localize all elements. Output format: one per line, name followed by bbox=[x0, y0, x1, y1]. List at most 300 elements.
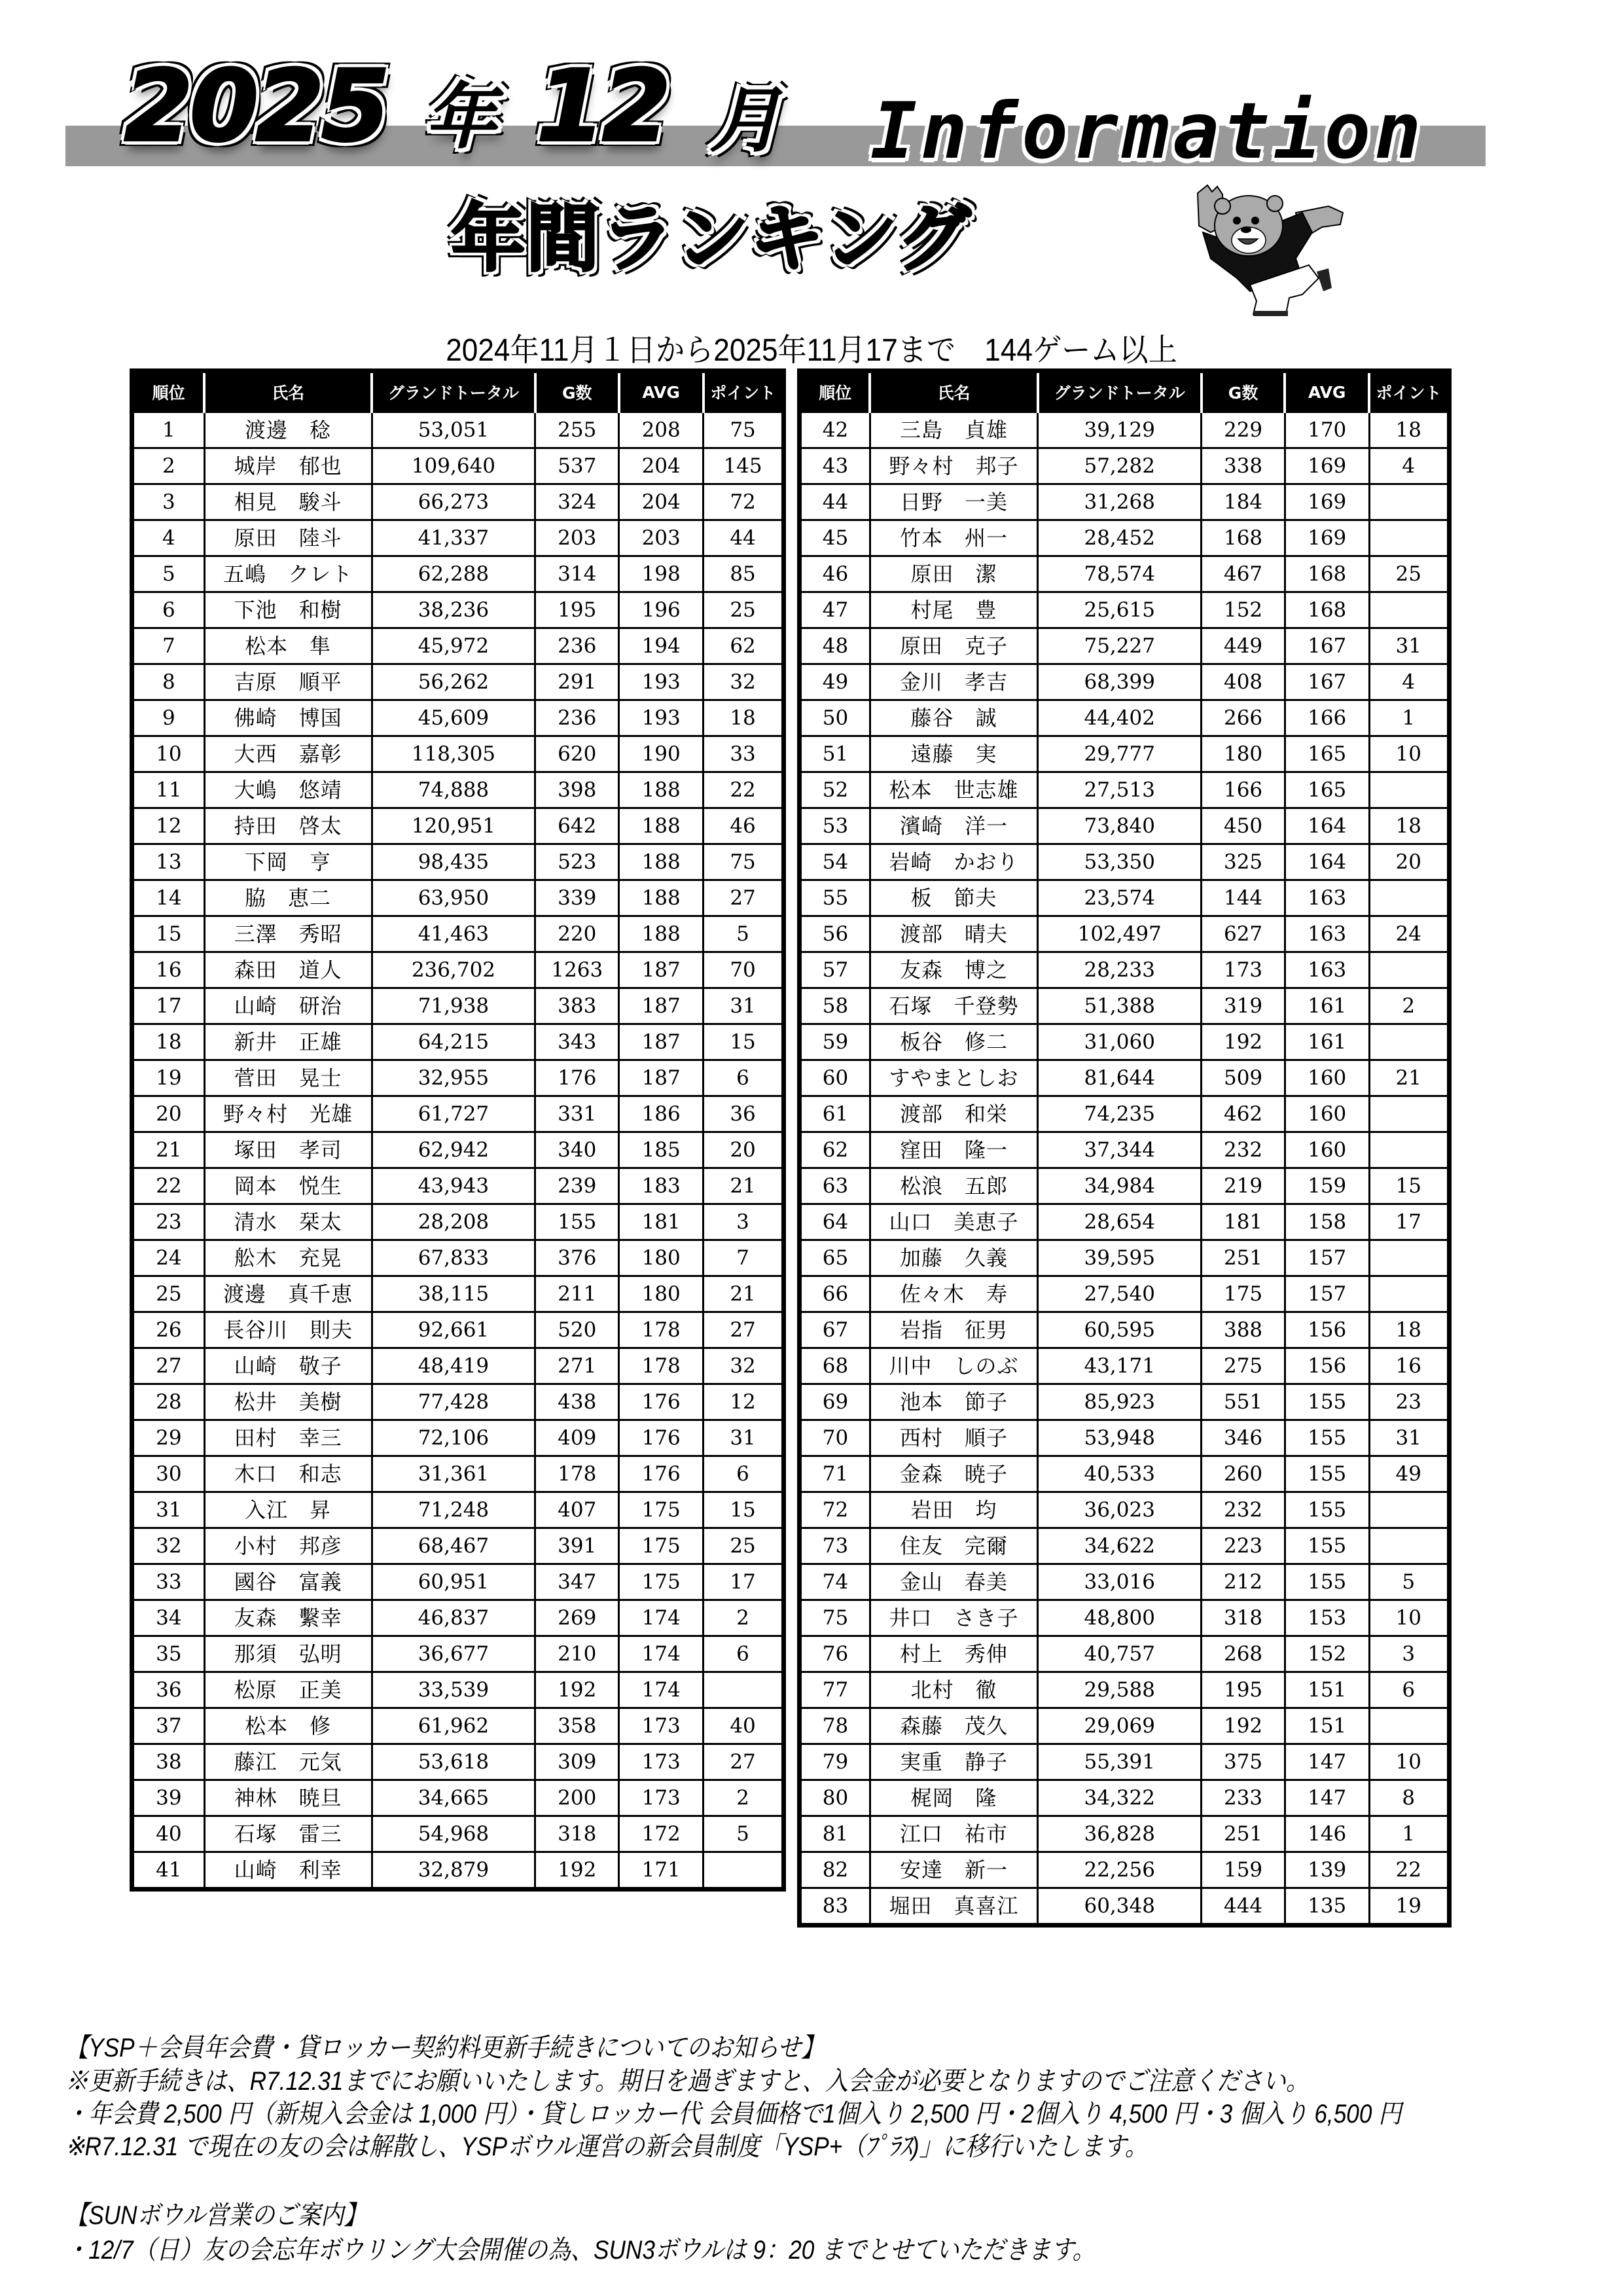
grand-total-cell: 77,428 bbox=[372, 1384, 535, 1420]
avg-cell: 165 bbox=[1285, 772, 1369, 808]
points-cell: 24 bbox=[1369, 916, 1449, 952]
points-cell: 31 bbox=[704, 1420, 784, 1456]
avg-cell: 169 bbox=[1285, 448, 1369, 484]
rank-cell: 3 bbox=[132, 484, 205, 520]
table-row bbox=[132, 700, 784, 736]
grand-total-cell: 48,800 bbox=[1038, 1600, 1202, 1636]
grand-total-cell: 43,943 bbox=[372, 1168, 535, 1204]
points-cell: 12 bbox=[704, 1384, 784, 1420]
rank-cell: 31 bbox=[132, 1492, 205, 1528]
grand-total-cell: 102,497 bbox=[1038, 916, 1202, 952]
avg-cell: 204 bbox=[619, 448, 704, 484]
games-cell: 537 bbox=[535, 448, 619, 484]
name-cell: 神林 暁旦 bbox=[204, 1780, 372, 1816]
games-cell: 314 bbox=[535, 556, 619, 592]
avg-cell: 188 bbox=[619, 808, 704, 844]
rank-cell: 72 bbox=[800, 1492, 870, 1528]
points-cell: 72 bbox=[704, 484, 784, 520]
avg-cell: 181 bbox=[619, 1204, 704, 1240]
grand-total-cell: 48,419 bbox=[372, 1348, 535, 1384]
table-row bbox=[800, 664, 1450, 700]
name-cell: 遠藤 実 bbox=[870, 736, 1037, 772]
games-cell: 309 bbox=[535, 1744, 619, 1780]
games-cell: 375 bbox=[1202, 1744, 1285, 1780]
grand-total-cell: 74,888 bbox=[372, 772, 535, 808]
avg-cell: 204 bbox=[619, 484, 704, 520]
name-cell: 松原 正美 bbox=[204, 1672, 372, 1708]
rank-cell: 65 bbox=[800, 1240, 870, 1276]
table-row bbox=[800, 808, 1450, 844]
column-header-grand-total: グランドトータル bbox=[1038, 371, 1202, 412]
rank-cell: 57 bbox=[800, 952, 870, 988]
name-cell: 三島 貞雄 bbox=[870, 412, 1037, 448]
avg-cell: 161 bbox=[1285, 988, 1369, 1024]
grand-total-cell: 53,948 bbox=[1038, 1420, 1202, 1456]
games-cell: 347 bbox=[535, 1564, 619, 1600]
avg-cell: 168 bbox=[1285, 592, 1369, 628]
points-cell bbox=[1369, 880, 1449, 916]
games-cell: 203 bbox=[535, 520, 619, 556]
table-row bbox=[132, 1600, 784, 1636]
table-row bbox=[132, 1024, 784, 1060]
games-cell: 255 bbox=[535, 412, 619, 448]
games-cell: 408 bbox=[1202, 664, 1285, 700]
rank-cell: 8 bbox=[132, 664, 205, 700]
games-cell: 319 bbox=[1202, 988, 1285, 1024]
table-row bbox=[800, 520, 1450, 556]
rank-cell: 20 bbox=[132, 1096, 205, 1132]
avg-cell: 160 bbox=[1285, 1132, 1369, 1168]
table-row bbox=[800, 844, 1450, 880]
avg-cell: 146 bbox=[1285, 1816, 1369, 1852]
games-cell: 271 bbox=[535, 1348, 619, 1384]
points-cell: 16 bbox=[1369, 1348, 1449, 1384]
name-cell: 山崎 研治 bbox=[204, 988, 372, 1024]
table-row bbox=[132, 1816, 784, 1852]
table-row bbox=[132, 880, 784, 916]
rank-cell: 49 bbox=[800, 664, 870, 700]
table-row bbox=[132, 1312, 784, 1348]
table-row bbox=[800, 1132, 1450, 1168]
points-cell: 18 bbox=[1369, 808, 1449, 844]
column-header-name: 氏名 bbox=[870, 371, 1037, 412]
name-cell: 板 節夫 bbox=[870, 880, 1037, 916]
table-row bbox=[800, 1744, 1450, 1780]
rank-cell: 73 bbox=[800, 1528, 870, 1564]
name-cell: 原田 潔 bbox=[870, 556, 1037, 592]
table-row bbox=[132, 772, 784, 808]
points-cell: 31 bbox=[1369, 628, 1449, 664]
avg-cell: 180 bbox=[619, 1240, 704, 1276]
games-cell: 340 bbox=[535, 1132, 619, 1168]
rank-cell: 21 bbox=[132, 1132, 205, 1168]
avg-cell: 160 bbox=[1285, 1060, 1369, 1096]
games-cell: 438 bbox=[535, 1384, 619, 1420]
name-cell: 原田 陸斗 bbox=[204, 520, 372, 556]
games-cell: 266 bbox=[1202, 700, 1285, 736]
column-header-avg: AVG bbox=[619, 371, 704, 412]
name-cell: 濱崎 洋一 bbox=[870, 808, 1037, 844]
grand-total-cell: 98,435 bbox=[372, 844, 535, 880]
table-row bbox=[800, 1024, 1450, 1060]
games-cell: 509 bbox=[1202, 1060, 1285, 1096]
rank-cell: 30 bbox=[132, 1456, 205, 1492]
table-row bbox=[132, 1636, 784, 1672]
games-cell: 159 bbox=[1202, 1852, 1285, 1888]
name-cell: 村上 秀伸 bbox=[870, 1636, 1037, 1672]
points-cell: 18 bbox=[1369, 412, 1449, 448]
table-row bbox=[132, 952, 784, 988]
name-cell: 田村 幸三 bbox=[204, 1420, 372, 1456]
table-row bbox=[800, 484, 1450, 520]
avg-cell: 190 bbox=[619, 736, 704, 772]
games-cell: 343 bbox=[535, 1024, 619, 1060]
rank-cell: 42 bbox=[800, 412, 870, 448]
rank-cell: 74 bbox=[800, 1564, 870, 1600]
name-cell: 那須 弘明 bbox=[204, 1636, 372, 1672]
name-cell: 下池 和樹 bbox=[204, 592, 372, 628]
points-cell bbox=[1369, 1708, 1449, 1744]
name-cell: 金山 春美 bbox=[870, 1564, 1037, 1600]
avg-cell: 147 bbox=[1285, 1780, 1369, 1816]
table-row bbox=[800, 1168, 1450, 1204]
avg-cell: 183 bbox=[619, 1168, 704, 1204]
table-row bbox=[800, 1636, 1450, 1672]
points-cell: 32 bbox=[704, 664, 784, 700]
rank-cell: 62 bbox=[800, 1132, 870, 1168]
table-row bbox=[800, 1096, 1450, 1132]
table-row bbox=[132, 592, 784, 628]
table-row bbox=[132, 1420, 784, 1456]
points-cell: 40 bbox=[704, 1708, 784, 1744]
points-cell: 15 bbox=[704, 1024, 784, 1060]
avg-cell: 163 bbox=[1285, 952, 1369, 988]
grand-total-cell: 29,069 bbox=[1038, 1708, 1202, 1744]
table-row bbox=[132, 736, 784, 772]
table-header-row bbox=[132, 371, 784, 412]
table-row bbox=[132, 1528, 784, 1564]
grand-total-cell: 56,262 bbox=[372, 664, 535, 700]
rank-cell: 68 bbox=[800, 1348, 870, 1384]
name-cell: 國谷 富義 bbox=[204, 1564, 372, 1600]
points-cell: 31 bbox=[704, 988, 784, 1024]
grand-total-cell: 44,402 bbox=[1038, 700, 1202, 736]
points-cell: 18 bbox=[704, 700, 784, 736]
rank-cell: 23 bbox=[132, 1204, 205, 1240]
games-cell: 383 bbox=[535, 988, 619, 1024]
rank-cell: 27 bbox=[132, 1348, 205, 1384]
column-header-grand-total: グランドトータル bbox=[372, 371, 535, 412]
rank-cell: 64 bbox=[800, 1204, 870, 1240]
rank-cell: 5 bbox=[132, 556, 205, 592]
grand-total-cell: 62,942 bbox=[372, 1132, 535, 1168]
table-row bbox=[132, 1744, 784, 1780]
avg-cell: 187 bbox=[619, 1060, 704, 1096]
name-cell: 渡部 和栄 bbox=[870, 1096, 1037, 1132]
avg-cell: 156 bbox=[1285, 1312, 1369, 1348]
table-row bbox=[800, 916, 1450, 952]
table-row bbox=[800, 592, 1450, 628]
avg-cell: 176 bbox=[619, 1456, 704, 1492]
points-cell: 5 bbox=[704, 1816, 784, 1852]
title-year: 2025 bbox=[124, 50, 387, 164]
points-cell: 44 bbox=[704, 520, 784, 556]
rank-cell: 24 bbox=[132, 1240, 205, 1276]
name-cell: 石塚 千登勢 bbox=[870, 988, 1037, 1024]
games-cell: 175 bbox=[1202, 1276, 1285, 1312]
grand-total-cell: 57,282 bbox=[1038, 448, 1202, 484]
table-row bbox=[800, 1528, 1450, 1564]
rank-cell: 1 bbox=[132, 412, 205, 448]
name-cell: 金森 暁子 bbox=[870, 1456, 1037, 1492]
games-cell: 168 bbox=[1202, 520, 1285, 556]
name-cell: 吉原 順平 bbox=[204, 664, 372, 700]
avg-cell: 135 bbox=[1285, 1888, 1369, 1926]
points-cell: 18 bbox=[1369, 1312, 1449, 1348]
name-cell: 森藤 茂久 bbox=[870, 1708, 1037, 1744]
points-cell: 36 bbox=[704, 1096, 784, 1132]
grand-total-cell: 32,879 bbox=[372, 1852, 535, 1890]
points-cell: 6 bbox=[704, 1456, 784, 1492]
name-cell: 岩崎 かおり bbox=[870, 844, 1037, 880]
points-cell bbox=[1369, 772, 1449, 808]
sun-notice-title: 【SUNボウル営業のご案内】 bbox=[65, 2201, 367, 2230]
rank-cell: 76 bbox=[800, 1636, 870, 1672]
rank-cell: 33 bbox=[132, 1564, 205, 1600]
points-cell: 10 bbox=[1369, 736, 1449, 772]
rank-cell: 80 bbox=[800, 1780, 870, 1816]
grand-total-cell: 75,227 bbox=[1038, 628, 1202, 664]
points-cell bbox=[704, 1672, 784, 1708]
avg-cell: 139 bbox=[1285, 1852, 1369, 1888]
points-cell: 19 bbox=[1369, 1888, 1449, 1926]
rank-cell: 19 bbox=[132, 1060, 205, 1096]
column-header-games: G数 bbox=[1202, 371, 1285, 412]
rank-cell: 77 bbox=[800, 1672, 870, 1708]
avg-cell: 155 bbox=[1285, 1492, 1369, 1528]
rank-cell: 79 bbox=[800, 1744, 870, 1780]
grand-total-cell: 29,588 bbox=[1038, 1672, 1202, 1708]
games-cell: 520 bbox=[535, 1312, 619, 1348]
grand-total-cell: 66,273 bbox=[372, 484, 535, 520]
avg-cell: 169 bbox=[1285, 484, 1369, 520]
grand-total-cell: 60,348 bbox=[1038, 1888, 1202, 1926]
rank-cell: 44 bbox=[800, 484, 870, 520]
rank-cell: 12 bbox=[132, 808, 205, 844]
name-cell: 金川 孝吉 bbox=[870, 664, 1037, 700]
name-cell: 北村 徹 bbox=[870, 1672, 1037, 1708]
grand-total-cell: 78,574 bbox=[1038, 556, 1202, 592]
table-row bbox=[800, 1060, 1450, 1096]
points-cell: 3 bbox=[704, 1204, 784, 1240]
games-cell: 220 bbox=[535, 916, 619, 952]
name-cell: 野々村 光雄 bbox=[204, 1096, 372, 1132]
games-cell: 200 bbox=[535, 1780, 619, 1816]
avg-cell: 152 bbox=[1285, 1636, 1369, 1672]
avg-cell: 175 bbox=[619, 1492, 704, 1528]
rank-cell: 43 bbox=[800, 448, 870, 484]
table-row bbox=[132, 556, 784, 592]
name-cell: 山崎 敬子 bbox=[204, 1348, 372, 1384]
grand-total-cell: 53,051 bbox=[372, 412, 535, 448]
avg-cell: 153 bbox=[1285, 1600, 1369, 1636]
rank-cell: 46 bbox=[800, 556, 870, 592]
ranking-table-right bbox=[797, 368, 1452, 1928]
points-cell: 27 bbox=[704, 880, 784, 916]
games-cell: 173 bbox=[1202, 952, 1285, 988]
column-header-games: G数 bbox=[535, 371, 619, 412]
avg-cell: 155 bbox=[1285, 1564, 1369, 1600]
points-cell: 25 bbox=[1369, 556, 1449, 592]
rank-cell: 9 bbox=[132, 700, 205, 736]
grand-total-cell: 71,938 bbox=[372, 988, 535, 1024]
grand-total-cell: 120,951 bbox=[372, 808, 535, 844]
games-cell: 642 bbox=[535, 808, 619, 844]
name-cell: 松浪 五郎 bbox=[870, 1168, 1037, 1204]
name-cell: 堀田 真喜江 bbox=[870, 1888, 1037, 1926]
points-cell: 4 bbox=[1369, 448, 1449, 484]
avg-cell: 155 bbox=[1285, 1528, 1369, 1564]
name-cell: 下岡 亨 bbox=[204, 844, 372, 880]
rank-cell: 81 bbox=[800, 1816, 870, 1852]
avg-cell: 166 bbox=[1285, 700, 1369, 736]
rank-cell: 15 bbox=[132, 916, 205, 952]
name-cell: 三澤 秀昭 bbox=[204, 916, 372, 952]
rank-cell: 14 bbox=[132, 880, 205, 916]
points-cell: 1 bbox=[1369, 1816, 1449, 1852]
games-cell: 331 bbox=[535, 1096, 619, 1132]
table-row bbox=[800, 1420, 1450, 1456]
table-row bbox=[800, 1816, 1450, 1852]
avg-cell: 175 bbox=[619, 1564, 704, 1600]
games-cell: 462 bbox=[1202, 1096, 1285, 1132]
table-row bbox=[132, 988, 784, 1024]
grand-total-cell: 27,540 bbox=[1038, 1276, 1202, 1312]
games-cell: 181 bbox=[1202, 1204, 1285, 1240]
name-cell: 小村 邦彦 bbox=[204, 1528, 372, 1564]
table-row bbox=[800, 1348, 1450, 1384]
avg-cell: 187 bbox=[619, 988, 704, 1024]
name-cell: 森田 道人 bbox=[204, 952, 372, 988]
avg-cell: 165 bbox=[1285, 736, 1369, 772]
games-cell: 450 bbox=[1202, 808, 1285, 844]
avg-cell: 167 bbox=[1285, 664, 1369, 700]
points-cell: 5 bbox=[1369, 1564, 1449, 1600]
ysp-notice-line: ※R7.12.31 で現在の友の会は解散し、YSPボウル運営の新会員制度「YSP+（ﾌﾟﾗｽ)」に移行いたします。 bbox=[65, 2132, 1148, 2161]
games-cell: 195 bbox=[535, 592, 619, 628]
table-row bbox=[132, 448, 784, 484]
games-cell: 275 bbox=[1202, 1348, 1285, 1384]
table-row bbox=[132, 1132, 784, 1168]
avg-cell: 188 bbox=[619, 916, 704, 952]
name-cell: 板谷 修二 bbox=[870, 1024, 1037, 1060]
ranking-table-left bbox=[130, 368, 786, 1892]
grand-total-cell: 45,609 bbox=[372, 700, 535, 736]
table-row bbox=[800, 1276, 1450, 1312]
grand-total-cell: 34,665 bbox=[372, 1780, 535, 1816]
name-cell: 持田 啓太 bbox=[204, 808, 372, 844]
rank-cell: 71 bbox=[800, 1456, 870, 1492]
points-cell: 32 bbox=[704, 1348, 784, 1384]
points-cell: 15 bbox=[1369, 1168, 1449, 1204]
points-cell bbox=[1369, 1528, 1449, 1564]
avg-cell: 163 bbox=[1285, 916, 1369, 952]
name-cell: 岡本 悦生 bbox=[204, 1168, 372, 1204]
rank-cell: 45 bbox=[800, 520, 870, 556]
points-cell: 70 bbox=[704, 952, 784, 988]
grand-total-cell: 28,233 bbox=[1038, 952, 1202, 988]
name-cell: 松井 美樹 bbox=[204, 1384, 372, 1420]
ysp-notice-line: ・年会費 2,500 円（新規入会金は 1,000 円）・貸しロッカー代 会員価格で1個入り 2,500 円・2個入り 4,500 円・3 個入り 6,500 円 bbox=[65, 2100, 1402, 2128]
rank-cell: 67 bbox=[800, 1312, 870, 1348]
name-cell: 菅田 晃士 bbox=[204, 1060, 372, 1096]
avg-cell: 151 bbox=[1285, 1708, 1369, 1744]
grand-total-cell: 28,208 bbox=[372, 1204, 535, 1240]
table-row bbox=[800, 1240, 1450, 1276]
name-cell: 安達 新一 bbox=[870, 1852, 1037, 1888]
avg-cell: 188 bbox=[619, 880, 704, 916]
column-header-rank: 順位 bbox=[132, 371, 205, 412]
points-cell: 27 bbox=[704, 1744, 784, 1780]
grand-total-cell: 34,322 bbox=[1038, 1780, 1202, 1816]
points-cell bbox=[1369, 1276, 1449, 1312]
avg-cell: 147 bbox=[1285, 1744, 1369, 1780]
rank-cell: 52 bbox=[800, 772, 870, 808]
rank-cell: 32 bbox=[132, 1528, 205, 1564]
grand-total-cell: 29,777 bbox=[1038, 736, 1202, 772]
grand-total-cell: 62,288 bbox=[372, 556, 535, 592]
games-cell: 229 bbox=[1202, 412, 1285, 448]
rank-cell: 7 bbox=[132, 628, 205, 664]
grand-total-cell: 118,305 bbox=[372, 736, 535, 772]
name-cell: 松本 修 bbox=[204, 1708, 372, 1744]
points-cell: 17 bbox=[704, 1564, 784, 1600]
rank-cell: 41 bbox=[132, 1852, 205, 1890]
points-cell: 6 bbox=[704, 1636, 784, 1672]
points-cell: 4 bbox=[1369, 664, 1449, 700]
table-row bbox=[800, 556, 1450, 592]
games-cell: 239 bbox=[535, 1168, 619, 1204]
table-row bbox=[800, 1384, 1450, 1420]
grand-total-cell: 55,391 bbox=[1038, 1744, 1202, 1780]
grand-total-cell: 36,677 bbox=[372, 1636, 535, 1672]
name-cell: 相見 駿斗 bbox=[204, 484, 372, 520]
avg-cell: 155 bbox=[1285, 1456, 1369, 1492]
points-cell: 10 bbox=[1369, 1744, 1449, 1780]
games-cell: 219 bbox=[1202, 1168, 1285, 1204]
rank-cell: 26 bbox=[132, 1312, 205, 1348]
name-cell: 脇 恵二 bbox=[204, 880, 372, 916]
rank-cell: 40 bbox=[132, 1816, 205, 1852]
games-cell: 318 bbox=[1202, 1600, 1285, 1636]
avg-cell: 174 bbox=[619, 1600, 704, 1636]
rank-cell: 22 bbox=[132, 1168, 205, 1204]
rank-cell: 51 bbox=[800, 736, 870, 772]
name-cell: 住友 完爾 bbox=[870, 1528, 1037, 1564]
name-cell: 大嶋 悠靖 bbox=[204, 772, 372, 808]
title-month: 12 bbox=[537, 50, 668, 164]
rank-cell: 16 bbox=[132, 952, 205, 988]
avg-cell: 171 bbox=[619, 1852, 704, 1890]
rank-cell: 39 bbox=[132, 1780, 205, 1816]
grand-total-cell: 74,235 bbox=[1038, 1096, 1202, 1132]
name-cell: 渡邊 真千恵 bbox=[204, 1276, 372, 1312]
name-cell: 梶岡 隆 bbox=[870, 1780, 1037, 1816]
games-cell: 166 bbox=[1202, 772, 1285, 808]
grand-total-cell: 46,837 bbox=[372, 1600, 535, 1636]
points-cell: 75 bbox=[704, 412, 784, 448]
rank-cell: 58 bbox=[800, 988, 870, 1024]
